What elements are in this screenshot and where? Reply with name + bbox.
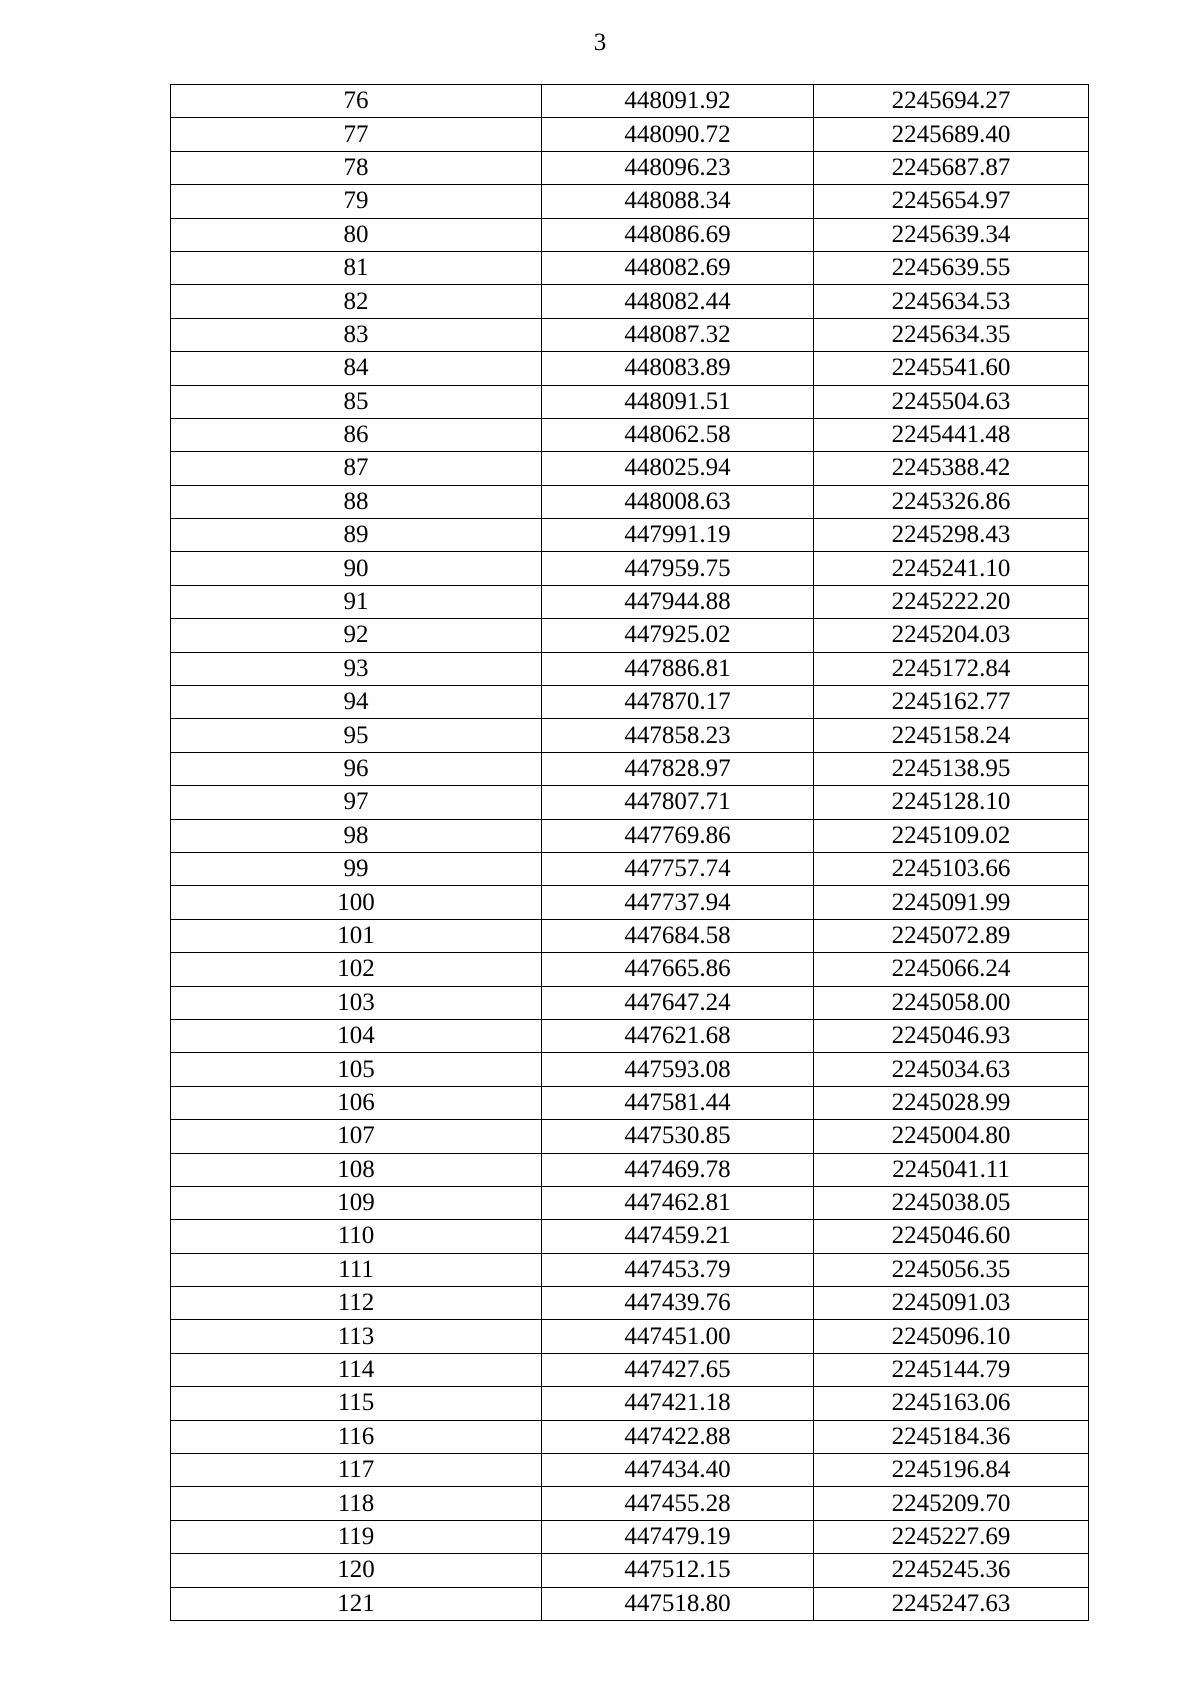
y-coordinate-cell: 2245634.35: [814, 318, 1089, 351]
table-row: [171, 1520, 1089, 1553]
table-row: [171, 852, 1089, 885]
x-coordinate-cell: 447422.88: [542, 1420, 814, 1453]
x-coordinate-cell: 448025.94: [542, 452, 814, 485]
x-coordinate-cell: 447453.79: [542, 1253, 814, 1286]
x-coordinate-cell: 448096.23: [542, 151, 814, 184]
y-coordinate-cell: 2245247.63: [814, 1587, 1089, 1620]
y-coordinate-cell: 2245441.48: [814, 418, 1089, 451]
x-coordinate-cell: 447455.28: [542, 1487, 814, 1520]
x-coordinate-cell: 447944.88: [542, 585, 814, 618]
x-coordinate-cell: 448091.51: [542, 385, 814, 418]
x-coordinate-cell: 447462.81: [542, 1186, 814, 1219]
point-number-cell: 118: [171, 1487, 542, 1520]
table-row: [171, 385, 1089, 418]
point-number-cell: 82: [171, 285, 542, 318]
x-coordinate-cell: 448090.72: [542, 118, 814, 151]
table-row: [171, 318, 1089, 351]
table-row: [171, 1353, 1089, 1386]
table-row: [171, 1120, 1089, 1153]
y-coordinate-cell: 2245058.00: [814, 986, 1089, 1019]
point-number-cell: 98: [171, 819, 542, 852]
x-coordinate-cell: 447469.78: [542, 1153, 814, 1186]
point-number-cell: 99: [171, 852, 542, 885]
table-row: [171, 1186, 1089, 1219]
table-row: [171, 151, 1089, 184]
table-row: [171, 1387, 1089, 1420]
x-coordinate-cell: 447886.81: [542, 652, 814, 685]
point-number-cell: 88: [171, 485, 542, 518]
x-coordinate-cell: 447512.15: [542, 1554, 814, 1587]
y-coordinate-cell: 2245687.87: [814, 151, 1089, 184]
page-number: 3: [593, 29, 607, 56]
point-number-cell: 86: [171, 418, 542, 451]
y-coordinate-cell: 2245222.20: [814, 585, 1089, 618]
table-row: [171, 185, 1089, 218]
point-number-cell: 110: [171, 1220, 542, 1253]
table-row: [171, 1220, 1089, 1253]
table-row: [171, 986, 1089, 1019]
point-number-cell: 119: [171, 1520, 542, 1553]
x-coordinate-cell: 447421.18: [542, 1387, 814, 1420]
point-number-cell: 97: [171, 786, 542, 819]
table-row: [171, 886, 1089, 919]
point-number-cell: 77: [171, 118, 542, 151]
x-coordinate-cell: 448082.44: [542, 285, 814, 318]
y-coordinate-cell: 2245541.60: [814, 352, 1089, 385]
table-row: [171, 1320, 1089, 1353]
point-number-cell: 112: [171, 1287, 542, 1320]
table-row: [171, 418, 1089, 451]
table-row: [171, 1253, 1089, 1286]
y-coordinate-cell: 2245138.95: [814, 752, 1089, 785]
table-row: [171, 752, 1089, 785]
table-row: [171, 452, 1089, 485]
x-coordinate-cell: 447439.76: [542, 1287, 814, 1320]
table-row: [171, 519, 1089, 552]
y-coordinate-cell: 2245388.42: [814, 452, 1089, 485]
point-number-cell: 85: [171, 385, 542, 418]
point-number-cell: 105: [171, 1053, 542, 1086]
y-coordinate-cell: 2245227.69: [814, 1520, 1089, 1553]
y-coordinate-cell: 2245639.55: [814, 251, 1089, 284]
x-coordinate-cell: 447479.19: [542, 1520, 814, 1553]
x-coordinate-cell: 447530.85: [542, 1120, 814, 1153]
y-coordinate-cell: 2245004.80: [814, 1120, 1089, 1153]
x-coordinate-cell: 448086.69: [542, 218, 814, 251]
y-coordinate-cell: 2245034.63: [814, 1053, 1089, 1086]
x-coordinate-cell: 447684.58: [542, 919, 814, 952]
point-number-cell: 111: [171, 1253, 542, 1286]
table-row: [171, 1454, 1089, 1487]
x-coordinate-cell: 447807.71: [542, 786, 814, 819]
table-row: [171, 819, 1089, 852]
table-row: [171, 786, 1089, 819]
x-coordinate-cell: 447434.40: [542, 1454, 814, 1487]
table-row: [171, 1487, 1089, 1520]
table-row: [171, 251, 1089, 284]
table-row: [171, 1086, 1089, 1119]
y-coordinate-cell: 2245162.77: [814, 686, 1089, 719]
y-coordinate-cell: 2245046.60: [814, 1220, 1089, 1253]
y-coordinate-cell: 2245654.97: [814, 185, 1089, 218]
x-coordinate-cell: 448082.69: [542, 251, 814, 284]
y-coordinate-cell: 2245163.06: [814, 1387, 1089, 1420]
point-number-cell: 108: [171, 1153, 542, 1186]
x-coordinate-cell: 447581.44: [542, 1086, 814, 1119]
coordinates-table: [170, 84, 1089, 1621]
x-coordinate-cell: 448062.58: [542, 418, 814, 451]
point-number-cell: 115: [171, 1387, 542, 1420]
y-coordinate-cell: 2245041.11: [814, 1153, 1089, 1186]
point-number-cell: 91: [171, 585, 542, 618]
x-coordinate-cell: 447593.08: [542, 1053, 814, 1086]
point-number-cell: 107: [171, 1120, 542, 1153]
x-coordinate-cell: 447858.23: [542, 719, 814, 752]
table-row: [171, 85, 1089, 118]
y-coordinate-cell: 2245056.35: [814, 1253, 1089, 1286]
y-coordinate-cell: 2245634.53: [814, 285, 1089, 318]
table-row: [171, 1287, 1089, 1320]
point-number-cell: 109: [171, 1186, 542, 1219]
point-number-cell: 121: [171, 1587, 542, 1620]
x-coordinate-cell: 447647.24: [542, 986, 814, 1019]
point-number-cell: 103: [171, 986, 542, 1019]
point-number-cell: 117: [171, 1454, 542, 1487]
table-row: [171, 1420, 1089, 1453]
y-coordinate-cell: 2245091.03: [814, 1287, 1089, 1320]
x-coordinate-cell: 447757.74: [542, 852, 814, 885]
point-number-cell: 84: [171, 352, 542, 385]
x-coordinate-cell: 448088.34: [542, 185, 814, 218]
y-coordinate-cell: 2245504.63: [814, 385, 1089, 418]
table-row: [171, 652, 1089, 685]
y-coordinate-cell: 2245184.36: [814, 1420, 1089, 1453]
x-coordinate-cell: 448087.32: [542, 318, 814, 351]
table-row: [171, 1019, 1089, 1052]
point-number-cell: 81: [171, 251, 542, 284]
x-coordinate-cell: 448091.92: [542, 85, 814, 118]
x-coordinate-cell: 448008.63: [542, 485, 814, 518]
y-coordinate-cell: 2245046.93: [814, 1019, 1089, 1052]
x-coordinate-cell: 447925.02: [542, 619, 814, 652]
table-row: [171, 485, 1089, 518]
x-coordinate-cell: 447991.19: [542, 519, 814, 552]
point-number-cell: 87: [171, 452, 542, 485]
y-coordinate-cell: 2245028.99: [814, 1086, 1089, 1119]
x-coordinate-cell: 447737.94: [542, 886, 814, 919]
y-coordinate-cell: 2245196.84: [814, 1454, 1089, 1487]
table-row: [171, 1053, 1089, 1086]
point-number-cell: 89: [171, 519, 542, 552]
point-number-cell: 102: [171, 953, 542, 986]
x-coordinate-cell: 447769.86: [542, 819, 814, 852]
y-coordinate-cell: 2245326.86: [814, 485, 1089, 518]
point-number-cell: 106: [171, 1086, 542, 1119]
table-row: [171, 285, 1089, 318]
point-number-cell: 79: [171, 185, 542, 218]
x-coordinate-cell: 447828.97: [542, 752, 814, 785]
point-number-cell: 93: [171, 652, 542, 685]
y-coordinate-cell: 2245639.34: [814, 218, 1089, 251]
point-number-cell: 95: [171, 719, 542, 752]
table-row: [171, 686, 1089, 719]
y-coordinate-cell: 2245204.03: [814, 619, 1089, 652]
table-row: [171, 552, 1089, 585]
y-coordinate-cell: 2245158.24: [814, 719, 1089, 752]
y-coordinate-cell: 2245144.79: [814, 1353, 1089, 1386]
x-coordinate-cell: 447459.21: [542, 1220, 814, 1253]
point-number-cell: 94: [171, 686, 542, 719]
y-coordinate-cell: 2245209.70: [814, 1487, 1089, 1520]
point-number-cell: 101: [171, 919, 542, 952]
y-coordinate-cell: 2245128.10: [814, 786, 1089, 819]
y-coordinate-cell: 2245241.10: [814, 552, 1089, 585]
point-number-cell: 116: [171, 1420, 542, 1453]
y-coordinate-cell: 2245298.43: [814, 519, 1089, 552]
point-number-cell: 113: [171, 1320, 542, 1353]
point-number-cell: 80: [171, 218, 542, 251]
x-coordinate-cell: 447621.68: [542, 1019, 814, 1052]
x-coordinate-cell: 447451.00: [542, 1320, 814, 1353]
point-number-cell: 76: [171, 85, 542, 118]
point-number-cell: 92: [171, 619, 542, 652]
table-row: [171, 719, 1089, 752]
point-number-cell: 96: [171, 752, 542, 785]
x-coordinate-cell: 448083.89: [542, 352, 814, 385]
y-coordinate-cell: 2245689.40: [814, 118, 1089, 151]
table-row: [171, 352, 1089, 385]
y-coordinate-cell: 2245109.02: [814, 819, 1089, 852]
table-row: [171, 218, 1089, 251]
point-number-cell: 78: [171, 151, 542, 184]
y-coordinate-cell: 2245103.66: [814, 852, 1089, 885]
y-coordinate-cell: 2245038.05: [814, 1186, 1089, 1219]
x-coordinate-cell: 447959.75: [542, 552, 814, 585]
y-coordinate-cell: 2245091.99: [814, 886, 1089, 919]
x-coordinate-cell: 447870.17: [542, 686, 814, 719]
x-coordinate-cell: 447665.86: [542, 953, 814, 986]
point-number-cell: 104: [171, 1019, 542, 1052]
y-coordinate-cell: 2245066.24: [814, 953, 1089, 986]
point-number-cell: 114: [171, 1353, 542, 1386]
table-row: [171, 585, 1089, 618]
y-coordinate-cell: 2245096.10: [814, 1320, 1089, 1353]
point-number-cell: 90: [171, 552, 542, 585]
y-coordinate-cell: 2245172.84: [814, 652, 1089, 685]
coordinates-table-body: [171, 85, 1089, 1621]
table-row: [171, 1153, 1089, 1186]
y-coordinate-cell: 2245245.36: [814, 1554, 1089, 1587]
table-row: [171, 1554, 1089, 1587]
x-coordinate-cell: 447518.80: [542, 1587, 814, 1620]
table-row: [171, 118, 1089, 151]
table-row: [171, 1587, 1089, 1620]
table-row: [171, 619, 1089, 652]
point-number-cell: 100: [171, 886, 542, 919]
point-number-cell: 83: [171, 318, 542, 351]
x-coordinate-cell: 447427.65: [542, 1353, 814, 1386]
table-row: [171, 953, 1089, 986]
y-coordinate-cell: 2245694.27: [814, 85, 1089, 118]
table-row: [171, 919, 1089, 952]
point-number-cell: 120: [171, 1554, 542, 1587]
y-coordinate-cell: 2245072.89: [814, 919, 1089, 952]
